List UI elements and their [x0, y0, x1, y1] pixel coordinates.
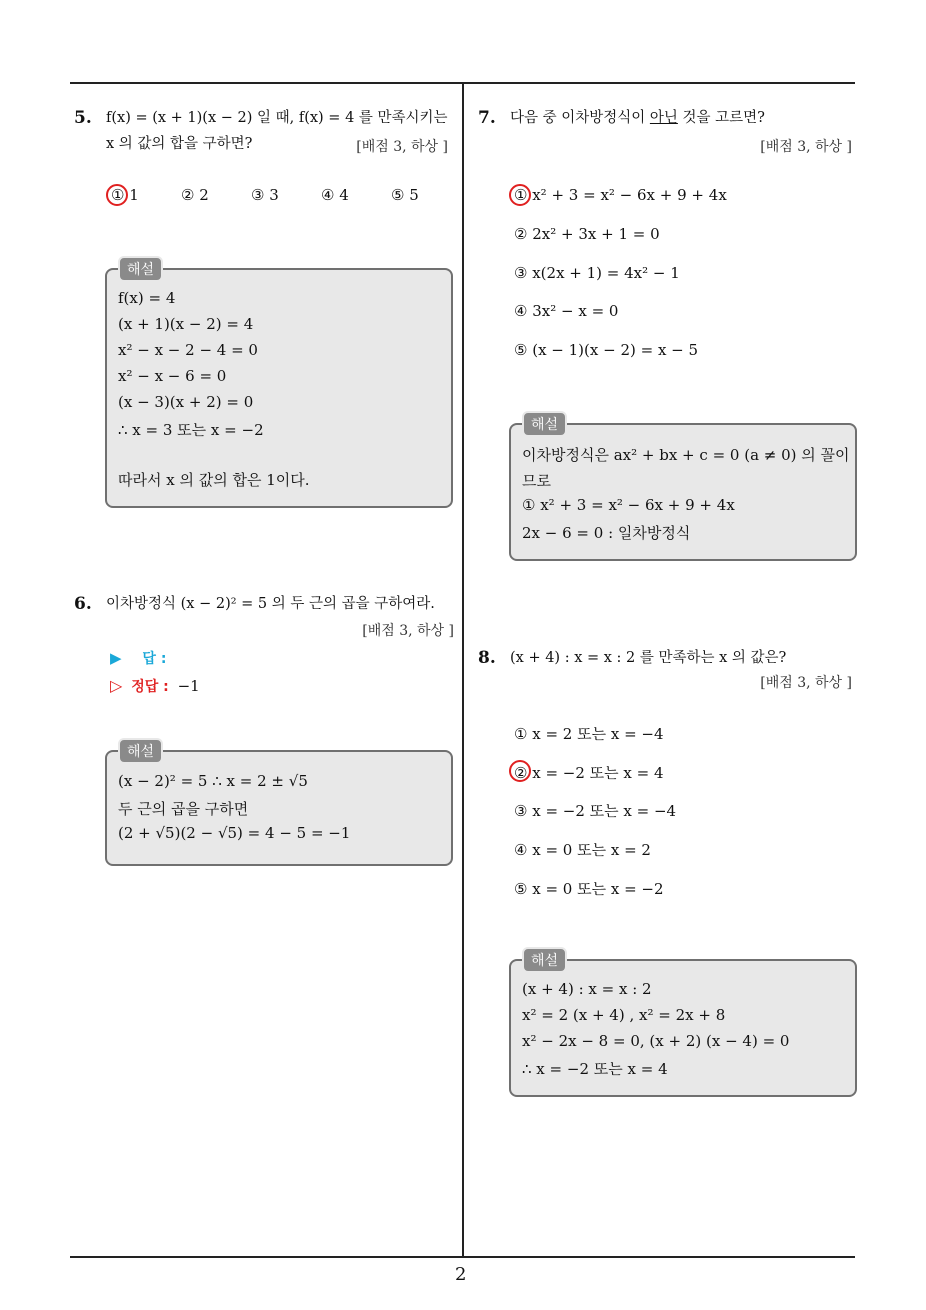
correct-value: −1: [177, 677, 200, 695]
solution-line: x² − x − 2 − 4 = 0: [118, 341, 258, 359]
question-emphasis: 아닌: [649, 110, 678, 126]
choice-3[interactable]: ③ x(2x + 1) = 4x² − 1: [514, 264, 680, 282]
question-text-line2: x 의 값의 합을 구하면?: [106, 136, 253, 152]
solution-line: ∴ x = −2 또는 x = 4: [522, 1060, 668, 1078]
question-number: 7.: [478, 108, 496, 128]
solution-line: (x − 2)² = 5 ∴ x = 2 ± √5: [118, 772, 308, 790]
question-number: 8.: [478, 648, 496, 668]
question-text-part: 다음 중 이차방정식이: [510, 110, 650, 126]
question-text-line1: f(x) = (x + 1)(x − 2) 일 때, f(x) = 4 를 만족시키는: [106, 110, 448, 126]
score-meta: [배점 3, 하상 ]: [760, 139, 852, 155]
question-number: 5.: [74, 108, 92, 128]
choice-1[interactable]: ① x = 2 또는 x = −4: [514, 725, 664, 743]
page-number: 2: [455, 1264, 467, 1285]
correct-answer-row: [110, 676, 200, 696]
correct-label: 정답 :: [131, 679, 169, 695]
choice-1[interactable]: ① x² + 3 = x² − 6x + 9 + 4x: [514, 186, 727, 204]
solution-line: 따라서 x 의 값의 합은 1이다.: [118, 471, 310, 489]
choice-4[interactable]: ④ 4: [321, 186, 349, 204]
solution-line: (x − 3)(x + 2) = 0: [118, 393, 254, 411]
correct-marker-icon: ▷: [110, 676, 123, 695]
choice-5[interactable]: ⑤ x = 0 또는 x = −2: [514, 880, 664, 898]
score-meta: [배점 3, 하상 ]: [760, 675, 852, 691]
solution-line: 두 근의 곱을 구하면: [118, 800, 249, 818]
question-text-part: 것을 고르면?: [677, 110, 765, 126]
solution-line: (2 + √5)(2 − √5) = 4 − 5 = −1: [118, 824, 351, 842]
solution-line: f(x) = 4: [118, 289, 176, 307]
solution-tag: 해설: [118, 738, 163, 764]
column-divider: [462, 83, 464, 1257]
solution-line: (x + 1)(x − 2) = 4: [118, 315, 254, 333]
solution-line: 므로: [522, 472, 551, 490]
question-number: 6.: [74, 594, 92, 614]
choice-5[interactable]: ⑤ (x − 1)(x − 2) = x − 5: [514, 341, 699, 359]
choice-3[interactable]: ③ x = −2 또는 x = −4: [514, 802, 677, 820]
choice-3[interactable]: ③ 3: [251, 186, 279, 204]
question-text-line1: 이차방정식 (x − 2)² = 5 의 두 근의 곱을 구하여라.: [106, 596, 435, 612]
solution-line: ∴ x = 3 또는 x = −2: [118, 421, 264, 439]
solution-tag: 해설: [522, 411, 567, 437]
choice-4[interactable]: ④ 3x² − x = 0: [514, 302, 619, 320]
solution-line: 2x − 6 = 0 : 일차방정식: [522, 524, 691, 542]
score-meta: [배점 3, 하상 ]: [362, 623, 454, 639]
solution-line: x² = 2 (x + 4) , x² = 2x + 8: [522, 1006, 726, 1024]
answer-label: 답 :: [142, 651, 167, 667]
solution-line: (x + 4) : x = x : 2: [522, 980, 652, 998]
choice-5[interactable]: ⑤ 5: [391, 186, 419, 204]
solution-line: 이차방정식은 ax² + bx + c = 0 (a ≠ 0) 의 꼴이: [522, 446, 850, 464]
choice-4[interactable]: ④ x = 0 또는 x = 2: [514, 841, 651, 859]
answer-marker-icon: ▶: [110, 649, 122, 667]
solution-tag: 해설: [522, 947, 567, 973]
question-text-line1: (x + 4) : x = x : 2 를 만족하는 x 의 값은?: [510, 650, 787, 666]
choice-2[interactable]: ② x = −2 또는 x = 4: [514, 764, 664, 782]
choice-2[interactable]: ② 2: [181, 186, 209, 204]
solution-line: x² − 2x − 8 = 0, (x + 2) (x − 4) = 0: [522, 1032, 790, 1050]
question-text-line1: [510, 104, 765, 132]
score-meta: [배점 3, 하상 ]: [356, 139, 448, 155]
answer-row: [110, 648, 166, 668]
choice-1[interactable]: ① 1: [111, 186, 139, 204]
bottom-rule: [70, 1256, 855, 1258]
choice-2[interactable]: ② 2x² + 3x + 1 = 0: [514, 225, 660, 243]
solution-line: x² − x − 6 = 0: [118, 367, 227, 385]
solution-line: ① x² + 3 = x² − 6x + 9 + 4x: [522, 496, 735, 514]
solution-tag: 해설: [118, 256, 163, 282]
